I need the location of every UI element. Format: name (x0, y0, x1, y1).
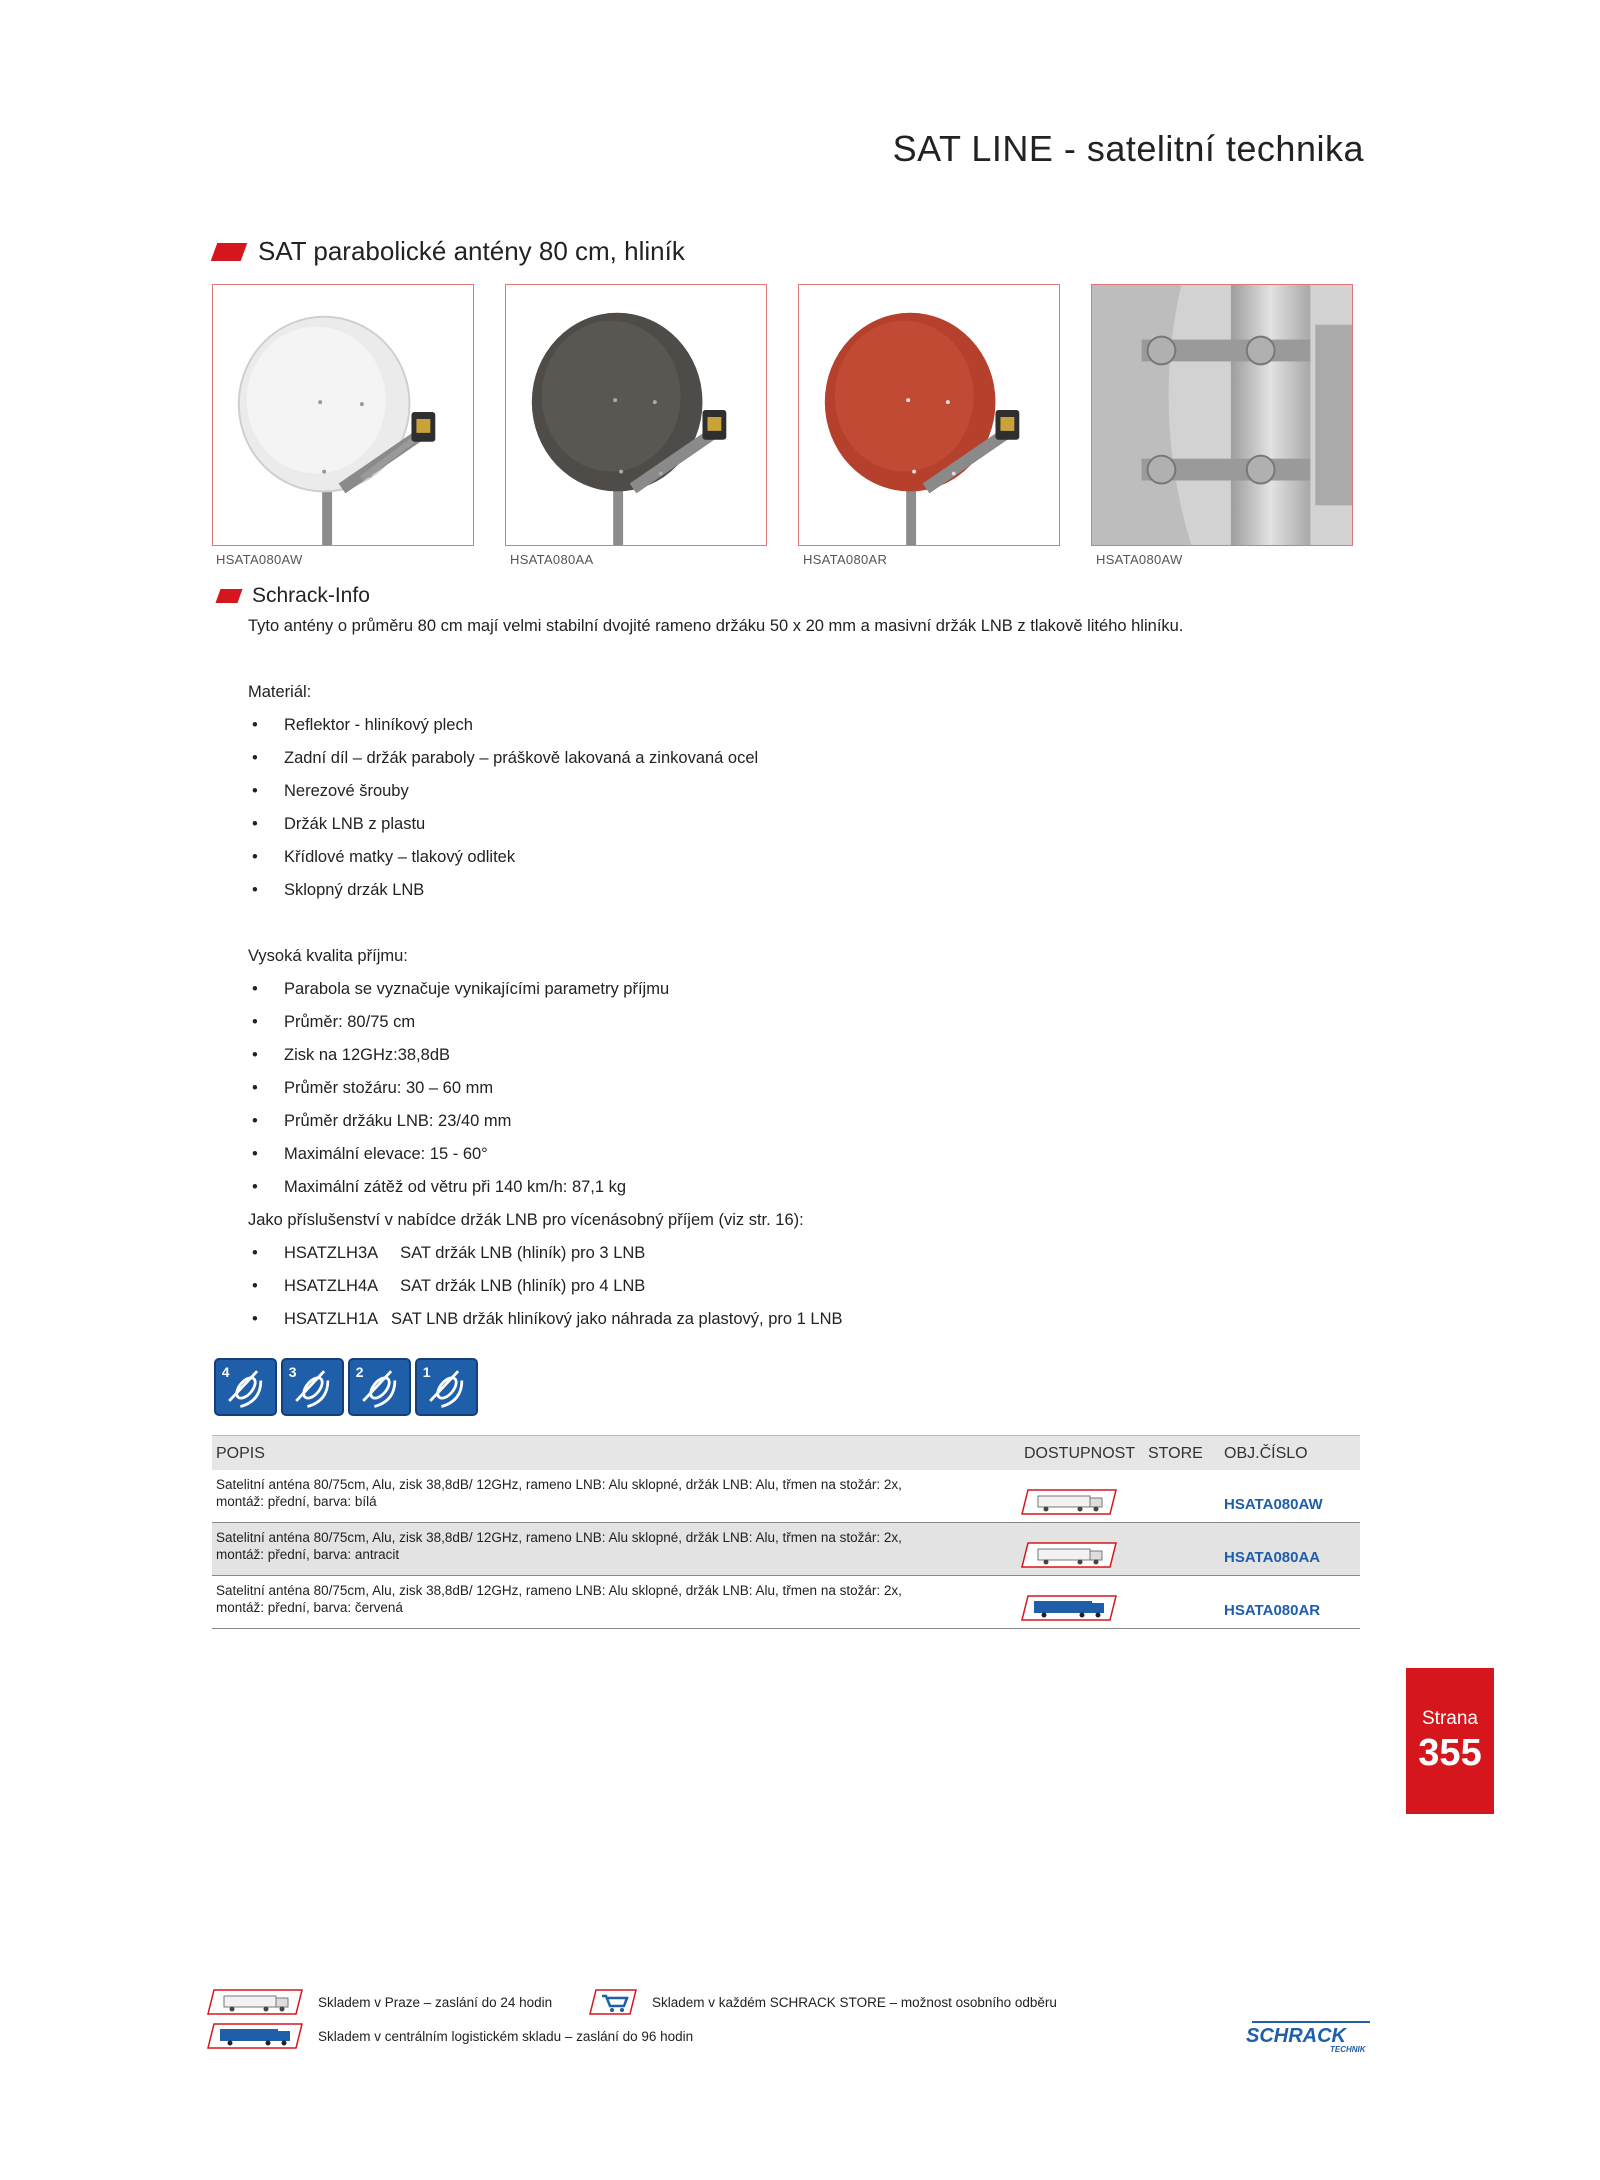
product-photo-red (798, 284, 1060, 546)
accessory-label: Jako příslušenství v nabídce držák LNB pro vícenásobný příjem (viz str. 16): (248, 1211, 804, 1229)
product-table (212, 1435, 1360, 1629)
table-row (212, 1470, 1360, 1523)
dish-anthracite-illustration (506, 285, 766, 545)
order-code[interactable]: HSATA080AA (1224, 1549, 1321, 1566)
section-heading (214, 236, 685, 267)
list-item: • Sklopný drzák LNB (252, 881, 425, 899)
section-title: SAT parabolické antény 80 cm, hliník (258, 236, 685, 266)
lnb-icons (214, 1358, 478, 1416)
lnb-1-icon (415, 1358, 478, 1416)
truck-central-icon (206, 2022, 304, 2050)
info-title: Schrack-Info (252, 584, 370, 607)
photo-caption: HSATA080AW (216, 552, 303, 567)
photo-caption: HSATA080AR (803, 552, 888, 567)
info-heading (218, 584, 370, 608)
order-code[interactable]: HSATA080AR (1224, 1602, 1321, 1619)
truck-prague-icon (206, 1988, 304, 2016)
truck-prague-icon (1020, 1488, 1118, 1516)
list-item: • Křídlové matky – tlakový odlitek (252, 848, 516, 866)
row-description: Satelitní anténa 80/75cm, Alu, zisk 38,8dB/ 12GHz, rameno LNB: Alu sklopné, držák LNB: Alu, třmen na stožár: 2x, montáž: přední, barva: antracit (216, 1530, 902, 1562)
svg-text:1: 1 (422, 1363, 431, 1380)
table-header (212, 1435, 1360, 1470)
lnb-2-icon (348, 1358, 411, 1416)
quality-label: Vysoká kvalita příjmu: (248, 947, 408, 965)
product-photo-mount (1091, 284, 1353, 546)
mast-clamp-illustration (1092, 285, 1352, 545)
list-item: • Reflektor - hliníkový plech (252, 716, 473, 734)
list-item: • Parabola se vyznačuje vynikajícími parametry příjmu (252, 980, 670, 998)
section-marker (215, 589, 242, 603)
row-description: Satelitní anténa 80/75cm, Alu, zisk 38,8dB/ 12GHz, rameno LNB: Alu sklopné, držák LNB: Alu, třmen na stožár: 2x, montáž: přední, barva: červená (216, 1583, 902, 1615)
dish-white-illustration (213, 285, 473, 545)
svg-text:SCHRACK: SCHRACK (1246, 2025, 1346, 2047)
header-obj: OBJ.ČÍSLO (1224, 1445, 1308, 1462)
truck-central-icon (1020, 1594, 1118, 1622)
order-code[interactable]: HSATA080AW (1224, 1496, 1323, 1513)
header-dostupnost: DOSTUPNOST (1024, 1445, 1136, 1462)
schrack-logo (1242, 2020, 1372, 2054)
list-item: • Zadní díl – držák paraboly – práškově lakovaná a zinkovaná ocel (252, 749, 759, 767)
legend-central: Skladem v centrálním logistickém skladu – zaslání do 96 hodin (206, 2022, 693, 2050)
product-photo-white (212, 284, 474, 546)
list-item: • Maximální elevace: 15 - 60° (252, 1145, 488, 1163)
list-item: • HSATZLH3A SAT držák LNB (hliník) pro 3 LNB (252, 1244, 646, 1262)
list-item: • Průměr stožáru: 30 – 60 mm (252, 1079, 494, 1097)
lnb-3-icon (281, 1358, 344, 1416)
header-store: STORE (1148, 1445, 1203, 1462)
list-item: • Nerezové šrouby (252, 782, 409, 800)
legend-store: Skladem v každém SCHRACK STORE – možnost osobního odběru (588, 1988, 1057, 2016)
dish-red-illustration (799, 285, 1059, 545)
product-photo-anthracite (505, 284, 767, 546)
list-item: • Zisk na 12GHz:38,8dB (252, 1046, 450, 1064)
svg-text:2: 2 (355, 1363, 364, 1380)
page-label: Strana (1422, 1708, 1478, 1729)
page-number: 355 (1418, 1732, 1482, 1774)
svg-text:3: 3 (288, 1363, 297, 1380)
list-item: • Držák LNB z plastu (252, 815, 426, 833)
list-item: • Maximální zátěž od větru při 140 km/h: 87,1 kg (252, 1178, 627, 1196)
list-item: • Průměr: 80/75 cm (252, 1013, 416, 1031)
table-row (212, 1576, 1360, 1629)
lnb-4-icon (214, 1358, 277, 1416)
svg-text:TECHNIK: TECHNIK (1330, 2045, 1366, 2054)
row-description: Satelitní anténa 80/75cm, Alu, zisk 38,8dB/ 12GHz, rameno LNB: Alu sklopné, držák LNB: Alu, třmen na stožár: 2x, montáž: přední, barva: bílá (216, 1477, 902, 1509)
header-popis: POPIS (216, 1445, 265, 1462)
legend-prague: Skladem v Praze – zaslání do 24 hodin (206, 1988, 552, 2016)
section-marker (211, 243, 248, 261)
photo-caption: HSATA080AW (1096, 552, 1183, 567)
table-row (212, 1523, 1360, 1576)
svg-text:4: 4 (221, 1363, 230, 1380)
truck-prague-icon (1020, 1541, 1118, 1569)
material-label: Materiál: (248, 683, 312, 701)
cart-icon (588, 1988, 638, 2016)
photo-caption: HSATA080AA (510, 552, 594, 567)
info-intro: Tyto antény o průměru 80 cm mají velmi stabilní dvojité rameno držáku 50 x 20 mm a masivní držák LNB z tlakově litého hliníku. (248, 617, 1184, 635)
list-item: • Průměr držáku LNB: 23/40 mm (252, 1112, 512, 1130)
list-item: • HSATZLH1A SAT LNB držák hliníkový jako náhrada za plastový, pro 1 LNB (252, 1310, 843, 1328)
page-number-badge (1406, 1668, 1494, 1814)
list-item: • HSATZLH4A SAT držák LNB (hliník) pro 4 LNB (252, 1277, 646, 1295)
page-title: SAT LINE - satelitní technika (892, 128, 1364, 169)
